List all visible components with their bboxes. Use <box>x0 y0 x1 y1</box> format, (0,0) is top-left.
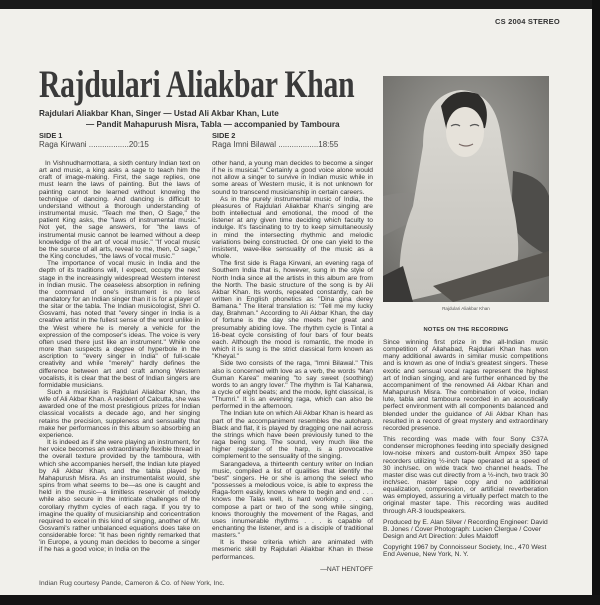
track-duration: 18:55 <box>318 140 339 149</box>
recording-notes-heading: NOTES ON THE RECORDING <box>423 327 509 333</box>
side-1-tracklist: SIDE 1 Raga Kirwani ..................20:15 <box>39 131 149 149</box>
paragraph: As in the purely instrumental music of India, the pleasures of Rajdulari Aliakbar Khan's singing are both intellectual and emotional, the mood of the listener at any given time deciding which faculty to indulge. It's fascinating to try to keep simultaneously in mind the intersecting rhythmic and melodic variations being constructed. Or one can yield to the insistent, wave-like sensuality of the music as a whole. <box>212 195 373 261</box>
production-credits: Produced by E. Alan Silver / Recording Engineer: David B. Jones / Cover Photograph: Lucien Clergue / Cover Design and Art Direction: Jules Maidoff <box>383 518 548 541</box>
portrait-image <box>383 76 549 302</box>
recording-notes <box>383 339 548 563</box>
singer-photo <box>383 76 549 302</box>
credits-line-2: — Pandit Mahapurush Misra, Tabla — accompanied by Tamboura <box>86 120 340 129</box>
liner-notes-column-2 <box>212 160 373 573</box>
side-label: SIDE 2 <box>212 131 236 140</box>
cover-edge <box>592 0 600 605</box>
side-2-tracklist: SIDE 2 Raga Imni Bilawal ..................18:55 <box>212 131 339 149</box>
paragraph: Since winning first prize in the all-Indian music competition of Allahabad, Rajdulari Khan has won many additional awards in similar music competitions and is known as one of India's greatest singers. These exotic and sensual vocal ragas represent the highest art of Indian singing, and are further enhanced by the accompaniment of the renowned Ali Akbar Khan and Mahapurush Misra. The combination of voice, Indian lute, tabla and tamboura recorded in an acoustically perfect environment with all components balanced and blended under the guidance of Ali Akbar Khan has resulted in a record of great mystery and extraordinary recorded presence. <box>383 339 548 432</box>
paragraph: The importance of vocal music in India and the depth of its traditions will, I expect, occupy the next stage in the increasingly widespread Western interest in Indian music. The ceaseless absorption in refining the command of one's instrument is no less mandatory for an Indian singer than it is for a player of the sitar or the tabla. The Indian musicologist, Shri O. Gosvami, has noted that "every singer in India is a creative artist in the fullest sense of the word unlike in the West where he is merely a vehicle for the expression of the composer's ideas. The voice is very often used there just like an instrument." While one more than suspects a degree of hyperbole in the ascription to "every singer in India" of full-scale creativity and while "merely" hardly defines the difference between art and craft among Western vocalists, it is clear that the best of Indian singers are formidable musicians. <box>39 260 200 389</box>
track-duration: 20:15 <box>128 140 149 149</box>
paragraph: It is indeed as if she were playing an instrument, for her voice becomes an extraordinarily flexible thread in the overall texture provided by the tamboura, with which she accompanies herself, the Indian lute played by Ali Akbar Khan, and the tabla played by Mahapurush Misra. As an instrumentalist would, she spins from what seems to be—as one is caught and held in the music—a limitless reservoir of melody while also secure in the intricate challenges of the corollary rhythm cycles of each raga. If you try to imagine the quality of musicianship and concentration required to excel in this kind of singing, another of Mr. Gosvami's rather unbalanced equations does take on considerable force: "It has been rightly remarked that 'in Europe, a young man decides to become a singer if he has a good voice; in India on the <box>39 439 200 554</box>
rug-credit: Indian Rug courtesy Pande, Cameron & Co. of New York, Inc. <box>39 580 225 587</box>
paragraph: The first side is Raga Kirwani, an evening raga of Southern India that is, however, sung in the style of North India since all the artists in this album are from the North. The basic structure of the song is by Ali Akbar Khan. Its words, repeated constantly, can be written in English phonetics as "Dina gina derey Bamana." The literal translation is: "Tell me my lucky day, Brahman." According to Ali Akbar Khan, the day of fortune is the day she meets her great and presumably abiding love. The rhythm cycle is Tintal a 16-beat cycle consisting of four bars of four beats each. Although the mood is romantic, the mode in which it is sung is the strict classical form known as "Kheyal." <box>212 260 373 361</box>
track-title: Raga Kirwani <box>39 140 87 149</box>
paragraph: Sarangadeva, a thirteenth century writer on Indian music, compiled a list of qualities that identify the "best" singers. He or she is among the select who "possesses a melodious voice, is able to express the Raga-form easily, knows where to begin and end . . . knows the Talas well, is hard working . . . can compose a part or two of the song while singing, knows thoroughly the movement of the Ragas, and uses innumerable rhythms . . . is capable of enchanting the listener, and is a disciple of traditional masters." <box>212 460 373 540</box>
copyright: Copyright 1967 by Connoisseur Society, Inc., 470 West End Avenue, New York, N. Y. <box>383 544 547 559</box>
performer-credits <box>39 108 340 130</box>
cover-edge-bottom <box>0 595 600 605</box>
paragraph: other hand, a young man decides to become a singer if he is musical.'" Certainly a good voice alone would not allow a singer to survive in Indian music while in some areas of Western music, it is not unknown for sound to transcend musicianship in certain careers. <box>212 160 373 196</box>
paragraph: The Indian lute on which Ali Akbar Khan is heard as part of the accompaniment resembles the autoharp. Black and flat, it is played by dragging one nail across the strings which have been previously tuned to the raga being sung. The sound, very much like the higher register of the harp, is a provocative complement to the sensuality of the singing. <box>212 410 373 461</box>
album-title: Rajdulari Aliakbar Khan <box>39 63 355 106</box>
liner-notes-column-1 <box>39 160 200 554</box>
catalog-number: CS 2004 STEREO <box>495 17 560 26</box>
side-label: SIDE 1 <box>39 131 63 140</box>
paragraph: Such a musician is Rajdulari Aliakbar Khan, the wife of Ali Akbar Khan. A resident of Calcutta, she was awarded one of the most prestigious prizes for Indian classical vocalists a decade ago, and her singing retains the precision, suppleness and sensuality that make her performances in this album so absorbing an experience. <box>39 389 200 439</box>
author-signature: —NAT HENTOFF <box>320 565 373 573</box>
paragraph: This recording was made with four Sony C37A condenser microphones feeding into specially designed low-noise mixers and custom-built Ampex 350 tape recorders utilizing ½-inch tape operated at a speed of 30 inch/sec. on wide track two channel heads. The master disc was cut directly from a ½-inch, two track 30 inch/sec. master tape copy and no additional equalization, compression, or artificial reverberation was employed, assuring a virtually perfect match to the original master tape. This recording was audited through AR-3 loudspeakers. <box>383 436 548 515</box>
paragraph: It is these criteria which are animated with mesmeric skill by Rajdulari Aliakbar Khan in these performances. <box>212 539 373 561</box>
paragraph: In Vishnudharmottara, a sixth century Indian text on art and music, a king asks a sage to teach him the craft of image-making. First, the sage replies, one must learn the laws of painting. But the laws of painting cannot be learned without knowing the technique of dancing. And dancing is difficult to understand without a thorough understanding of instrumental music. "Teach me then, O Sage," the patient King asks, the "laws of instrumental music." Not yet, the sage answers, for "the laws of instrumental music cannot be learned without a deep knowledge of the art of vocal music." "If vocal music be the source of all arts, reveal to me, then, O sage," the King concludes, "the laws of vocal music." <box>39 160 200 261</box>
photo-caption: Rajdulari Aliakbar Khan <box>442 306 490 311</box>
credits-line-1: Rajdulari Aliakbar Khan, Singer — Ustad Ali Akbar Khan, Lute <box>39 109 279 118</box>
paragraph: Side two consists of the raga, "Imni Bilawal." This also is concerned with love as a verb, the words "Man Guman Karea" meaning "to say sweet (soothing) words to an angry lover." The rhythm is Tal Kaharwa, a cycle of eight beats; and the mode, light classical, is "Thumri." It is an evening raga, which can also be performed in the afternoon. <box>212 360 373 411</box>
track-title: Raga Imni Bilawal <box>212 140 277 149</box>
